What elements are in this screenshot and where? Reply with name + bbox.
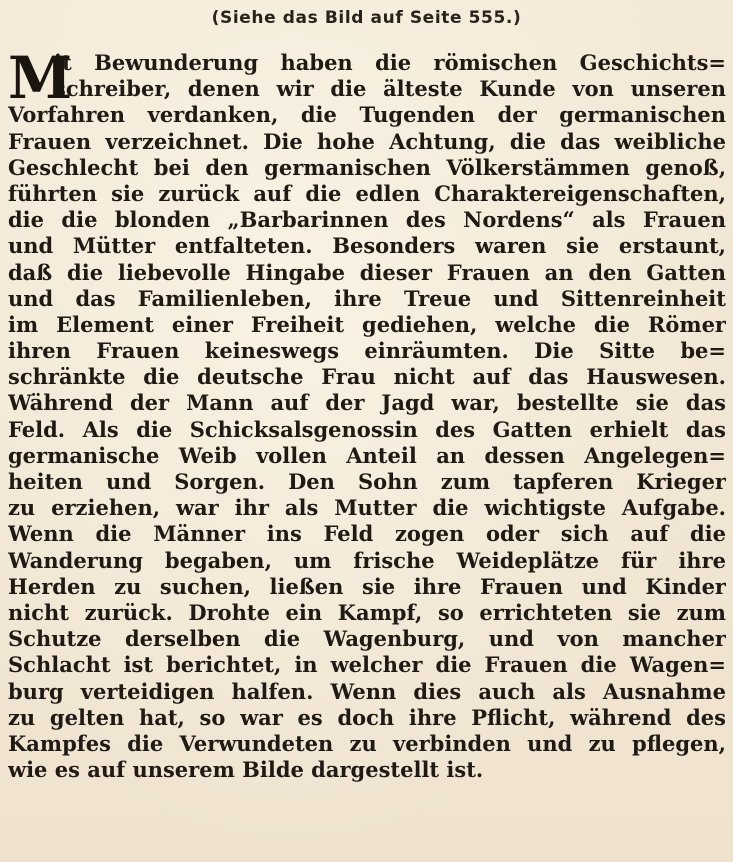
text-line: nicht zurück. Drohte ein Kampf, so errichteten sie zum xyxy=(8,599,726,625)
text-line: führten sie zurück auf die edlen Charaktereigenschaften, xyxy=(8,180,726,206)
text-line: Kampfes die Verwundeten zu verbinden und zu pflegen, xyxy=(8,730,726,756)
text-line: burg verteidigen halfen. Wenn dies auch als Ausnahme xyxy=(8,678,726,704)
text-line: wie es auf unserem Bilde dargestellt ist. xyxy=(8,757,484,783)
text-line: Geschlecht bei den germanischen Völkerstämmen genoß, xyxy=(8,154,726,180)
text-line: Frauen verzeichnet. Die hohe Achtung, die das weibliche xyxy=(8,128,726,154)
text-line: Feld. Als die Schicksalsgenossin des Gatten erhielt das xyxy=(8,416,726,442)
text-line: it Bewunderung haben die römischen Geschichts= xyxy=(54,50,726,75)
text-line: Während der Mann auf der Jagd war, bestellte sie das xyxy=(8,390,726,416)
text-line: heiten und Sorgen. Den Sohn zum tapferen Krieger xyxy=(8,469,726,494)
text-line: germanische Weib vollen Anteil an dessen Angelegen= xyxy=(8,442,726,468)
text-line: Schutze derselben die Wagenburg, und von mancher xyxy=(8,626,726,652)
text-line: ihren Frauen keineswegs einräumten. Die Sitte be= xyxy=(8,338,726,364)
text-line: im Element einer Freiheit gediehen, welche die Römer xyxy=(8,311,726,337)
text-line: Herden zu suchen, ließen sie ihre Frauen und Kinder xyxy=(8,573,726,599)
drop-cap-letter: M xyxy=(8,44,73,112)
text-line: schränkte die deutsche Frau nicht auf das Hauswesen. xyxy=(8,364,726,390)
page-reference-header: (Siehe das Bild auf Seite 555.) xyxy=(211,8,522,28)
text-line: Schlacht ist berichtet, in welcher die Frauen die Wagen= xyxy=(8,652,726,678)
article-body xyxy=(8,44,726,783)
text-line: die die blonden „Barbarinnen des Nordens“ als Frauen xyxy=(8,207,726,233)
text-line: schreiber, denen wir die älteste Kunde von unseren xyxy=(54,76,726,102)
text-line: Wanderung begaben, um frische Weideplätze für ihre xyxy=(8,547,726,573)
text-line: daß die liebevolle Hingabe dieser Frauen an den Gatten xyxy=(8,259,726,285)
text-line: und das Familienleben, ihre Treue und Sittenreinheit xyxy=(8,285,726,311)
text-line: und Mütter entfalteten. Besonders waren sie erstaunt, xyxy=(8,233,726,259)
text-line: zu gelten hat, so war es doch ihre Pflicht, während des xyxy=(8,704,726,730)
text-line: Vorfahren verdanken, die Tugenden der germanischen xyxy=(8,102,726,128)
text-line: Wenn die Männer ins Feld zogen oder sich auf die xyxy=(8,521,726,547)
text-line: zu erziehen, war ihr als Mutter die wichtigste Aufgabe. xyxy=(8,495,726,521)
